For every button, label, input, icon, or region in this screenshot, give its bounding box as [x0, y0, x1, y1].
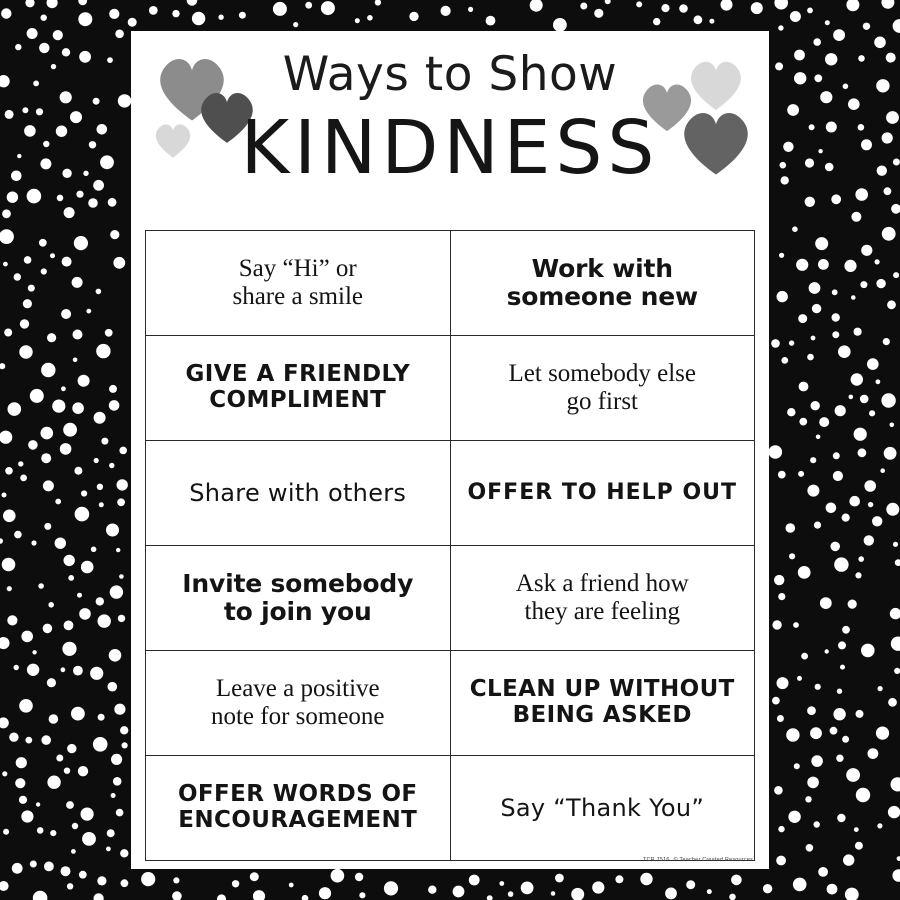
kindness-cell-text: Leave a positive note for someone [210, 675, 385, 730]
table-row [146, 546, 755, 651]
kindness-cell [450, 546, 755, 651]
poster-card [131, 31, 769, 869]
kindness-cell [450, 441, 755, 546]
kindness-cell-text: CLEAN UP WITHOUT BEING ASKED [469, 676, 735, 728]
table-row [146, 231, 755, 336]
title-line-2: KINDNESS [240, 105, 660, 191]
poster-header [131, 31, 769, 227]
kindness-cell-text: OFFER TO HELP OUT [467, 479, 738, 505]
kindness-cell-text: Invite somebody to join you [182, 569, 414, 626]
kindness-cell-text: Let somebody else go first [508, 360, 696, 415]
table-row [146, 336, 755, 441]
kindness-cell [146, 231, 451, 336]
kindness-cell [450, 756, 755, 861]
kindness-cell-text: Say “Hi” or share a smile [232, 255, 363, 310]
table-body [146, 231, 755, 861]
kindness-cell [450, 651, 755, 756]
kindness-cell-text: Say “Thank You” [500, 793, 705, 822]
kindness-cell [146, 546, 451, 651]
title-line-1: Ways to Show [282, 47, 618, 102]
kindness-cell-text: GIVE A FRIENDLY COMPLIMENT [185, 361, 411, 413]
kindness-cell [146, 651, 451, 756]
kindness-table [145, 230, 755, 861]
table-row [146, 651, 755, 756]
table-row [146, 441, 755, 546]
kindness-cell-text: Share with others [189, 478, 407, 507]
kindness-cell-text: Work with someone new [506, 254, 698, 311]
kindness-cell-text: OFFER WORDS OF ENCOURAGEMENT [177, 781, 418, 833]
kindness-cell [146, 756, 451, 861]
poster-title [131, 47, 769, 191]
kindness-cell [146, 441, 451, 546]
table-row [146, 756, 755, 861]
kindness-cell [450, 231, 755, 336]
kindness-cell-text: Ask a friend how they are feeling [515, 570, 689, 625]
publisher-credit [643, 857, 753, 863]
kindness-cell [146, 336, 451, 441]
credit-sku: TCR 7516 [642, 857, 670, 863]
kindness-cell [450, 336, 755, 441]
credit-text: © Teacher Created Resources [673, 857, 753, 863]
